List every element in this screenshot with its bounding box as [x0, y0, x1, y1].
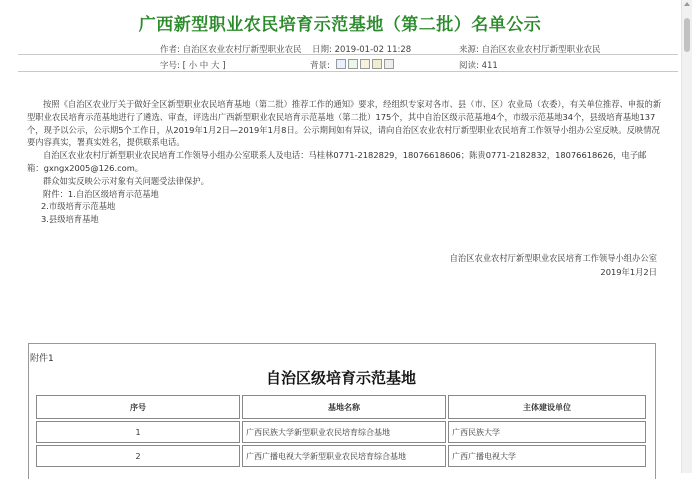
annex-title: 自治区级培育示范基地 — [265, 369, 416, 387]
row-unit: 广西广播电视大学 — [448, 445, 646, 467]
col-header-unit: 主体建设单位 — [448, 395, 646, 419]
annex-label: 附件1 — [30, 354, 54, 364]
vertical-scrollbar[interactable] — [681, 0, 692, 473]
col-header-name: 基地名称 — [242, 395, 446, 419]
row-no: 2 — [36, 445, 240, 467]
table-row — [36, 421, 646, 443]
bg-swatch-3[interactable] — [360, 59, 370, 69]
fontsize-label: 字号: — [160, 61, 180, 71]
reads-meta — [459, 59, 498, 71]
fontsize-options[interactable]: [ 小 中 大 ] — [182, 61, 226, 71]
date-label: 日期: — [312, 45, 332, 55]
source-label: 来源: — [459, 45, 479, 55]
meta-divider-2 — [18, 71, 678, 72]
row-name: 广西民族大学新型职业农民培育综合基地 — [242, 421, 446, 443]
date-value: 2019-01-02 11:28 — [334, 45, 412, 55]
reads-value: 411 — [481, 61, 498, 71]
paragraph-notice: 按照《自治区农业厅关于做好全区新型职业农民培育基地（第二批）推荐工作的通知》要求，经组织专家对各市、县（市、区）农业局（农委），有关单位推荐、申报的新型职业农民培育示范基地进行了遴选、审查，评选出广西新型职业农民培育示范基地（第二批）175个，其中自治区级示范基地4个，市级示范基地34个，县级培育基地137个，现予以公示，公示期5个工作日，从2019年1月2日—2019年1月8日。公示期间如有异议，请向自治区农业农村厅新型职业农民培育工作领导小组办公室反映。反映情况要内容真实，署真实姓名，提供联系电话。 — [27, 99, 662, 148]
bg-swatch-2[interactable] — [348, 59, 358, 69]
attachments-label: 附件： — [43, 188, 68, 199]
background-swatches — [336, 59, 394, 69]
article-body — [27, 98, 662, 226]
annex-table — [34, 393, 648, 469]
bg-swatch-5[interactable] — [384, 59, 394, 69]
signature-org: 自治区农业农村厅新型职业农民培育工作领导小组办公室 — [449, 253, 657, 263]
row-unit: 广西民族大学 — [448, 421, 646, 443]
row-name: 广西广播电视大学新型职业农民培育综合基地 — [242, 445, 446, 467]
row-no: 1 — [36, 421, 240, 443]
paragraph-contact: 自治区农业农村厅新型职业农民培育工作领导小组办公室联系人及电话：马桂林0771-2182829，18076618606；陈贵0771-2182832，18076618626，电子邮箱：gxngx2005@126.com。 — [27, 150, 647, 173]
attachment-link-2[interactable]: 2.市级培育示范基地 — [41, 201, 116, 212]
attachment-link-3[interactable]: 3.县级培育基地 — [41, 214, 99, 225]
meta-divider — [18, 54, 678, 55]
col-header-no: 序号 — [36, 395, 240, 419]
fontsize-meta — [160, 59, 226, 71]
table-row — [36, 445, 646, 467]
bg-swatch-1[interactable] — [336, 59, 346, 69]
signature-date: 2019年1月2日 — [600, 267, 657, 277]
scroll-up-arrow-icon[interactable] — [684, 2, 690, 6]
paragraph-protection: 群众如实反映公示对象有关问题受法律保护。 — [43, 175, 209, 186]
author-label: 作者: — [160, 45, 180, 55]
attachments-heading — [27, 188, 662, 201]
author-value: 自治区农业农村厅新型职业农民 — [182, 45, 302, 55]
bg-swatch-4[interactable] — [372, 59, 382, 69]
scroll-thumb[interactable] — [684, 18, 690, 52]
source-value: 自治区农业农村厅新型职业农民 — [481, 45, 601, 55]
table-header-row — [36, 395, 646, 419]
attachment-link-1[interactable]: 1.自治区级培育示范基地 — [67, 188, 159, 199]
page-title: 广西新型职业农民培育示范基地（第二批）名单公示 — [138, 15, 542, 35]
reads-label: 阅读: — [459, 61, 479, 71]
background-label: 背景: — [310, 61, 330, 71]
